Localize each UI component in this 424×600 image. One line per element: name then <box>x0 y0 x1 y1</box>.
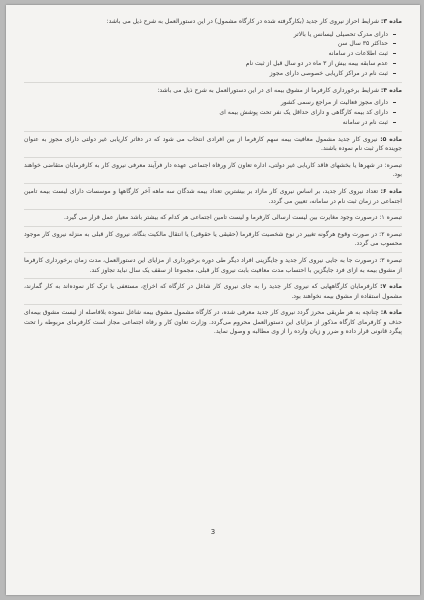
article-3-text: شرایط احراز نیروی کار جدید (بکارگرفته شده در کارگاه مشمول) در این دستورالعمل به شرح ذیل می باشد: <box>106 18 379 25</box>
divider <box>24 209 402 210</box>
divider <box>24 278 402 279</box>
note-2-text: تبصره ۱: درصورت وجود مغایرت بین لیست ارسالی کارفرما و لیست تامین اجتماعی هر کدام که بیشتر باشد معیار عمل قرار می گیرد. <box>63 214 402 222</box>
list-item: دارای مدرک تحصیلی لیسانس یا بالاتر <box>24 30 388 40</box>
list-item: دارای مجوز فعالیت از مراجع رسمی کشور <box>24 98 388 108</box>
divider <box>24 252 402 253</box>
divider <box>24 82 402 83</box>
note-4 <box>24 256 402 275</box>
article-6 <box>24 187 402 206</box>
article-6-text: تعداد نیروی کار جدید، بر اساس نیروی کار مازاد بر بیشترین تعداد بیمه شدگان سه ماهه آخر کارگاهها و موسسات دارای لیست بیمه تامین اجتماعی در زمان ثبت نام در سامانه، تعیین می گردد. <box>24 187 402 205</box>
article-6-label: ماده ۶: <box>380 187 402 195</box>
note-3 <box>24 230 402 249</box>
divider <box>24 304 402 305</box>
divider <box>24 131 402 132</box>
article-3-list <box>24 30 402 79</box>
article-4 <box>24 86 402 96</box>
article-8-text: چنانچه به هر طریقی محرز گردد نیروی کار جدید معرفی شده، در کارگاه مشمول مشوق بیمه شاغل ننموده بلافاصله از لیست مشوق بیمه‌ای حذف و کارفرمای کارگاه مذکور از مزایای این دستورالعمل محروم می‌گردد. وزارت تعاون کار و رفاه اجتماعی مجاز است کارفرمای مربوطه را تحت پیگرد قانونی قرار داده و ضرر و زیان وارده را از وی مطالبه و وصول نماید. <box>24 309 402 336</box>
article-4-list <box>24 98 402 127</box>
divider <box>24 226 402 227</box>
article-3-label: ماده ۳: <box>380 18 402 25</box>
list-item: عدم سابقه بیمه بیش از ۳ ماه در دو سال قبل از ثبت نام <box>24 59 388 69</box>
article-7 <box>24 282 402 301</box>
article-3 <box>24 17 402 27</box>
list-item: ثبت نام در مراکز کاریابی خصوصی دارای مجوز <box>24 69 388 79</box>
article-5-text: نیروی کار جدید مشمول معافیت بیمه سهم کارفرما از بین افرادی انتخاب می شود که در دفاتر کاریابی غیر دولتی دارای مجوز به عنوان جوینده کار ثبت نام نموده باشند. <box>24 135 402 153</box>
article-5 <box>24 135 402 154</box>
note-1-text: تبصره: در شهرها یا بخشهای فاقد کاریابی غیر دولتی، اداره تعاون کار ورفاه اجتماعی عهده دار فرآیند معرفی نیروی کار به کارفرمایان متقاضی خواهند بود. <box>24 161 402 179</box>
article-7-label: ماده ۷: <box>380 283 402 291</box>
article-7-text: کارفرمایان کارگاههایی که نیروی کار جدید را به جای نیروی کار شاغل در کارگاه که اخراج، مستعفی یا ترک کار نموده‌اند به کار گمارند، مشمول استفاده از مشوق بیمه نخواهند بود. <box>24 283 402 300</box>
note-3-text: تبصره ۲: در صورت وقوع هرگونه تغییر در نوع شخصیت کارفرما (حقیقی یا حقوقی) یا انتقال مالکیت بنگاه، نیروی کار قبلی به منزله نیروی کار موجود محسوب می گردد. <box>24 230 403 248</box>
note-4-text: تبصره ۳: درصورت جا به جایی نیروی کار جدید و جایگزینی افراد دیگر طی دوره برخورداری از مزایای این دستورالعمل، مدت زمان برخورداری کارفرما از مشوق بیمه به ازای فرد جایگزین با احتساب مدت معافیت بابت نیروی کار قبلی، مجموعا از سقف یک سال نباید تجاوز کند. <box>24 256 402 274</box>
article-4-text: شرایط برخورداری کارفرما از مشوق بیمه ای در این دستورالعمل به شرح ذیل می باشد: <box>157 86 379 94</box>
divider <box>24 183 402 184</box>
note-1 <box>24 161 402 180</box>
article-5-label: ماده ۵: <box>380 135 402 143</box>
article-4-label: ماده ۴: <box>380 86 402 94</box>
divider <box>24 157 402 158</box>
list-item: ثبت اطلاعات در سامانه <box>24 49 388 59</box>
page-content <box>24 17 402 340</box>
list-item: حداکثر ۳۵ سال سن <box>24 39 388 49</box>
note-2 <box>24 213 402 223</box>
document-page <box>6 5 420 595</box>
list-item: دارای کد بیمه کارگاهی و دارای حداقل یک نفر تحت پوشش بیمه ای <box>24 108 388 118</box>
page-number: 3 <box>210 528 216 536</box>
list-item: ثبت نام در سامانه <box>24 118 388 128</box>
article-8-label: ماده ۸: <box>380 309 403 317</box>
article-8 <box>24 308 402 337</box>
